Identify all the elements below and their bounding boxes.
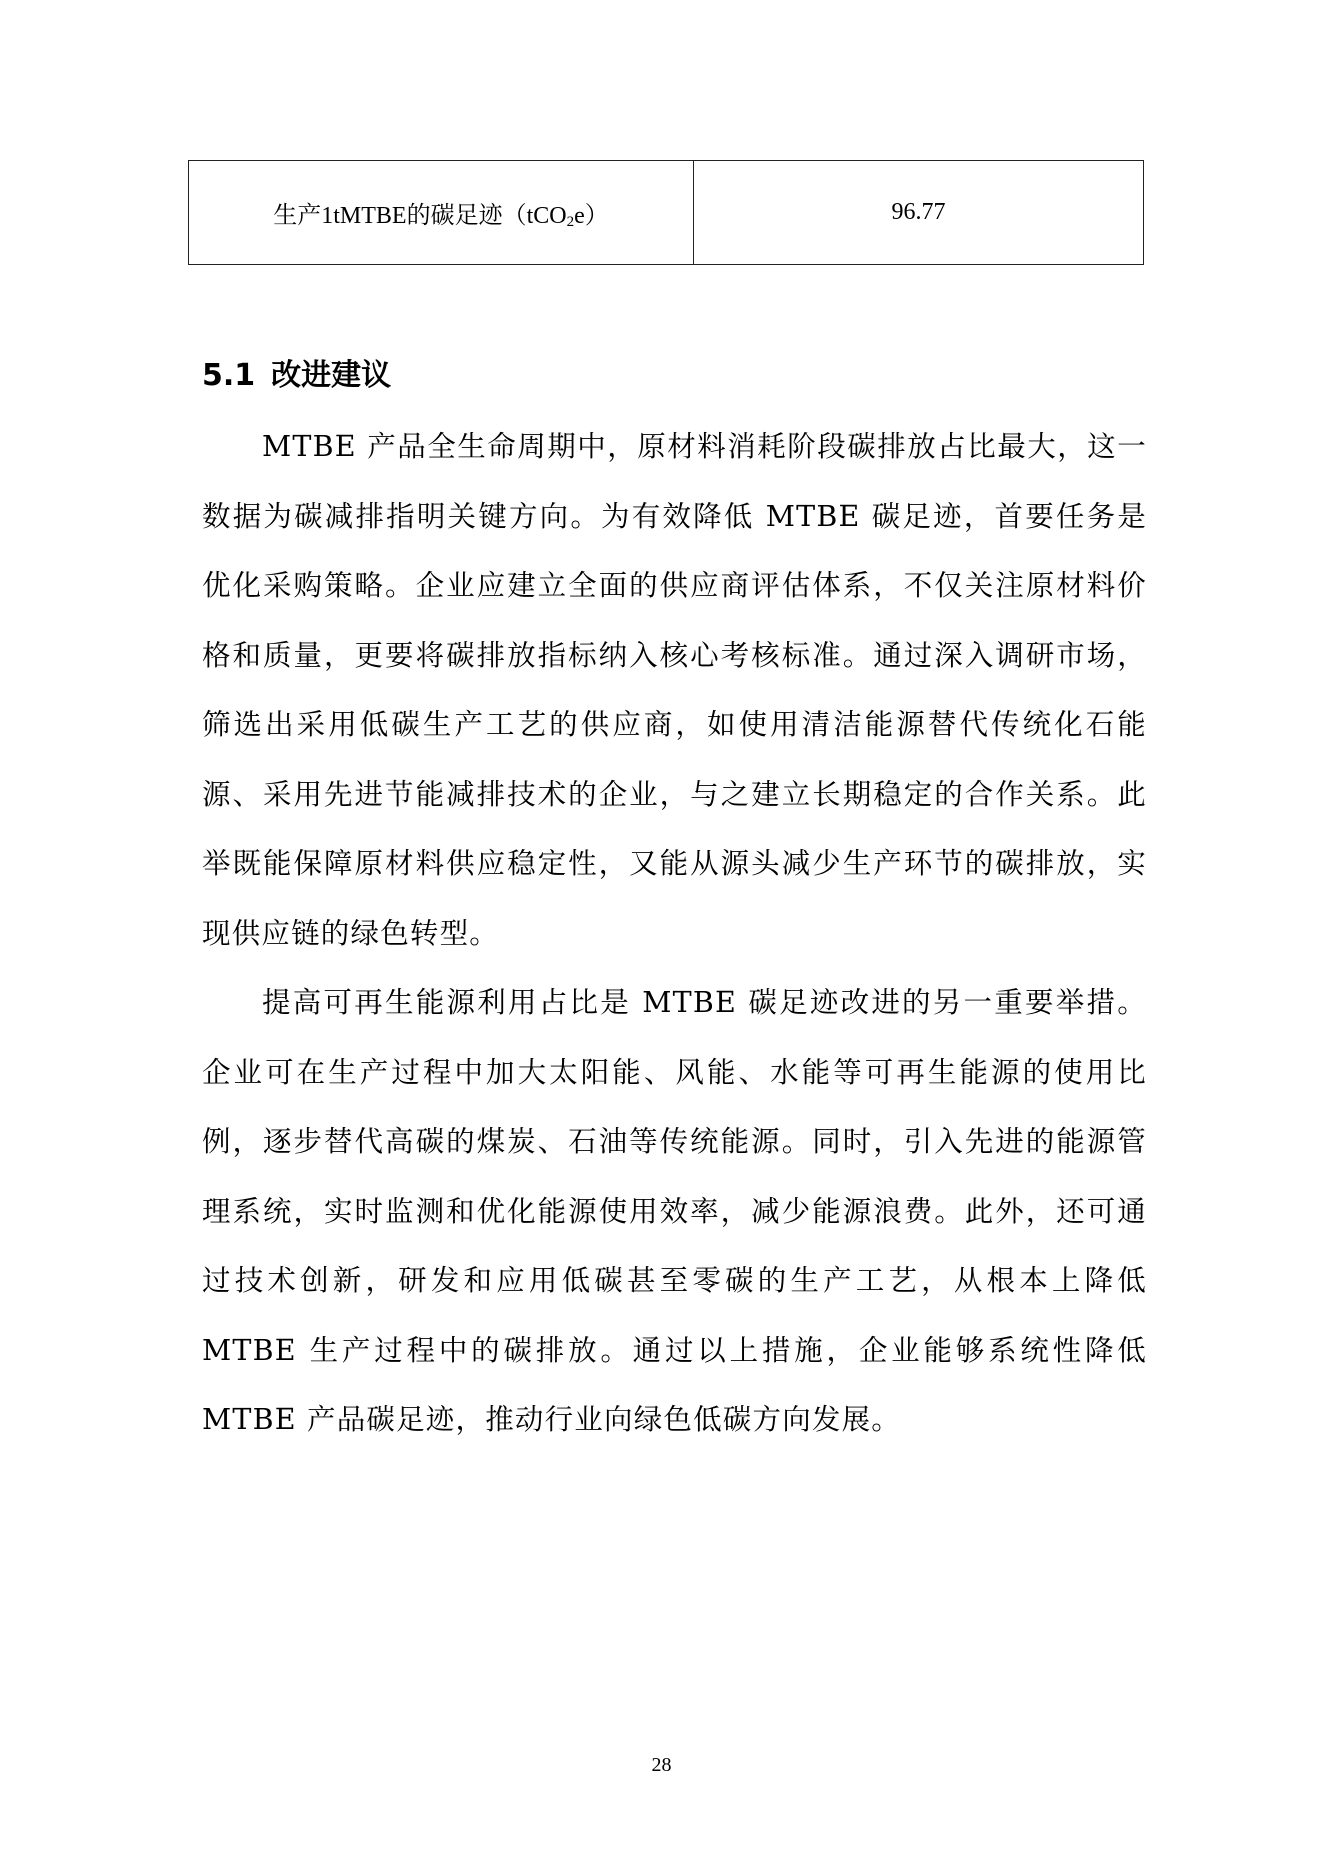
carbon-footprint-table [188, 160, 1144, 265]
section-heading [202, 354, 391, 398]
section-number: 5.1 [202, 358, 256, 393]
label-subscript: 2 [566, 213, 575, 230]
table-row [189, 161, 1144, 265]
page-number: 28 [651, 1754, 672, 1776]
section-title: 改进建议 [271, 358, 392, 393]
label-prefix: 生产1tMTBE的碳足迹（tCO [273, 202, 567, 229]
table-value-cell: 96.77 [694, 161, 1144, 265]
table-label-cell [189, 161, 694, 265]
paragraph-renewable-energy: 提高可再生能源利用占比是 MTBE 碳足迹改进的另一重要举措。企业可在生产过程中加大太阳能、风能、水能等可再生能源的使用比例，逐步替代高碳的煤炭、石油等传统能源。同时，引入先进的能源管理系统，实时监测和优化能源使用效率，减少能源浪费。此外，还可通过技术创新，研发和应用低碳甚至零碳的生产工艺，从根本上降低 MTBE 生产过程中的碳排放。通过以上措施，企业能够系统性降低 MTBE 产品碳足迹，推动行业向绿色低碳方向发展。 [202, 986, 1147, 1436]
paragraph-procurement: MTBE 产品全生命周期中，原材料消耗阶段碳排放占比最大，这一数据为碳减排指明关键方向。为有效降低 MTBE 碳足迹，首要任务是优化采购策略。企业应建立全面的供应商评估体系，不仅关注原材料价格和质量，更要将碳排放指标纳入核心考核标准。通过深入调研市场，筛选出采用低碳生产工艺的供应商，如使用清洁能源替代传统化石能源、采用先进节能减排技术的企业，与之建立长期稳定的合作关系。此举既能保障原材料供应稳定性，又能从源头减少生产环节的碳排放，实现供应链的绿色转型。 [202, 430, 1147, 950]
label-suffix: e） [574, 202, 609, 229]
